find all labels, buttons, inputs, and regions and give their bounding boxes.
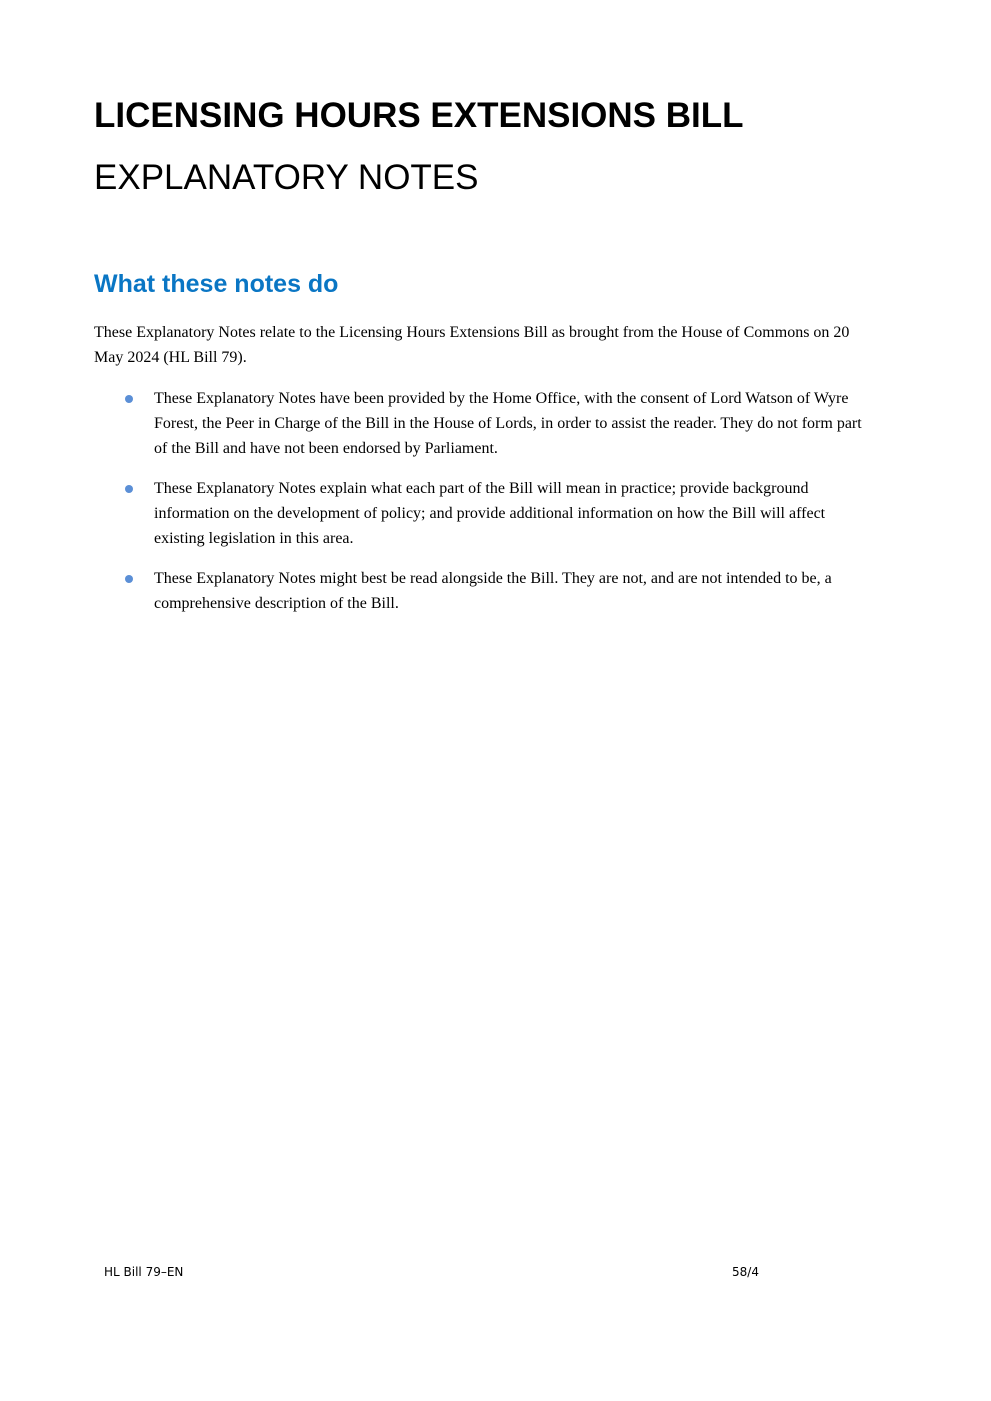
document-subtitle: EXPLANATORY NOTES [94,158,479,197]
footer-print-number: 58/4 [732,1265,759,1279]
bill-title: LICENSING HOURS EXTENSIONS BILL [94,96,744,135]
bullet-dot-icon [125,485,133,493]
bullet-item [94,566,874,616]
footer-bill-reference: HL Bill 79–EN [104,1265,184,1279]
bullet-item [94,476,874,551]
bullet-list [94,386,874,631]
intro-paragraph: These Explanatory Notes relate to the Licensing Hours Extensions Bill as brought from the House of Commons on 20 May 2024 (HL Bill 79). [94,324,850,366]
section-heading: What these notes do [94,270,339,298]
bullet-item [94,386,874,461]
bullet-text: These Explanatory Notes have been provided by the Home Office, with the consent of Lord Watson of Wyre Forest, the Peer in Charge of the Bill in the House of Lords, in order to assist the reader. They do not form part of the Bill and have not been endorsed by Parliament. [154,390,862,457]
bullet-dot-icon [125,575,133,583]
bullet-dot-icon [125,395,133,403]
bullet-text: These Explanatory Notes might best be read alongside the Bill. They are not, and are not intended to be, a comprehensive description of the Bill. [154,570,832,612]
bullet-text: These Explanatory Notes explain what each part of the Bill will mean in practice; provide background information on the development of policy; and provide additional information on how the Bill will affect existing legislation in this area. [154,480,826,547]
